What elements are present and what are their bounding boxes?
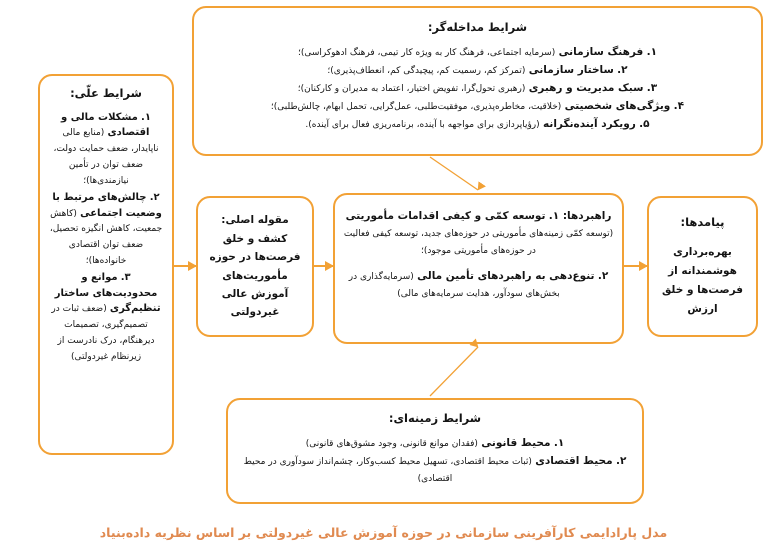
context-conditions-title: شرایط زمینه‌ای:: [388, 411, 482, 425]
arrow-head-causal-to-core-icon: [188, 261, 197, 271]
arrow-head-strategies-to-outcomes-icon: [639, 261, 648, 271]
list-item: ۳. سبک مدیریت و رهبری (رهبری تحول‌گرا، تفویض اختیار، اعتماد به مدیران و کارکنان)؛: [297, 81, 658, 94]
outcomes-title: پیامدها:: [680, 214, 725, 229]
outcomes-text: بهره‌برداری هوشمندانه از فرصت‌ها و خلق ارزش: [661, 246, 744, 316]
list-item: ۵. رویکرد آینده‌نگرانه (رؤیاپردازی برای مواجهه با آینده، برنامه‌ریزی فعال برای آینده).: [305, 117, 650, 130]
list-item: ۴. ویژگی‌های شخصیتی (خلاقیت، مخاطره‌پذیری، موفقیت‌طلبی، عمل‌گرایی، تحمل ابهام، چالش‌طلبی)؛: [270, 99, 685, 112]
arrow-head-core-to-strategies-icon: [325, 261, 334, 271]
list-item: ۱. فرهنگ سازمانی (سرمایه اجتماعی، فرهنگ کار به ویژه کار تیمی، فرهنگ ادهوکراسی)؛: [297, 45, 658, 58]
intervening-conditions-box: [192, 6, 763, 156]
list-item: ۲. تنوع‌دهی به راهبردهای تأمین مالی (سرمایه‌گذاری در بخش‌های سودآور، هدایت سرمایه‌های مالی): [348, 270, 609, 299]
core-category-box: [196, 196, 314, 337]
core-category-text: مقوله اصلی: کشف و خلق فرصت‌ها در حوزه مأموریت‌های آموزش عالی غیردولتی: [209, 214, 301, 319]
causal-conditions-title: شرایط علّی:: [70, 86, 142, 100]
list-item: ۳. موانع و محدودیت‌های ساختار تنظیم‌گری (ضعف ثبات در تصمیم‌گیری، تصمیمات دیرهنگام، درک نادرست از زیرنظام غیردولتی): [51, 272, 161, 363]
arrow-context-to-strategies-icon: [430, 347, 478, 396]
arrow-intervening-to-strategies-icon: [430, 157, 478, 190]
causal-conditions-box: [38, 74, 174, 455]
list-item: ۱. مشکلات مالی و اقتصادی (منابع مالی ناپایدار، ضعف حمایت دولت، ضعف توان در تأمین نیازمندی‌ها)؛: [53, 111, 159, 187]
figure-caption: مدل پارادایمی کارآفرینی سازمانی در حوزه آموزش عالی غیردولتی بر اساس نظریه داده‌بنیاد: [99, 525, 668, 540]
context-conditions-box: [226, 398, 644, 504]
strategies-box: [333, 193, 624, 344]
outcomes-box: [647, 196, 758, 337]
list-item: راهبردها: ۱. توسعه کمّی و کیفی اقدامات مأموریتی (توسعه کمّی زمینه‌های مأموریتی در حوزه‌های جدید، توسعه کیفی فعالیت در حوزه‌های مأموریتی موجود)؛: [343, 209, 614, 256]
list-item: ۱. محیط قانونی (فقدان موانع قانونی، وجود مشوق‌های قانونی): [305, 436, 565, 449]
list-item: ۲. ساختار سازمانی (تمرکز کم، رسمیت کم، پیچیدگی کم، انعطاف‌پذیری)؛: [327, 63, 628, 76]
intervening-conditions-title: شرایط مداخله‌گر:: [427, 20, 528, 34]
list-item: ۲. محیط اقتصادی (ثبات محیط اقتصادی، تسهیل محیط کسب‌وکار، چشم‌انداز سودآوری در محیط اقتصادی): [243, 454, 627, 484]
list-item: ۲. چالش‌های مرتبط با وضعیت اجتماعی (کاهش جمعیت، کاهش انگیزه تحصیل، ضعف توان اقتصادی خانواده‌ها)؛: [49, 192, 163, 267]
